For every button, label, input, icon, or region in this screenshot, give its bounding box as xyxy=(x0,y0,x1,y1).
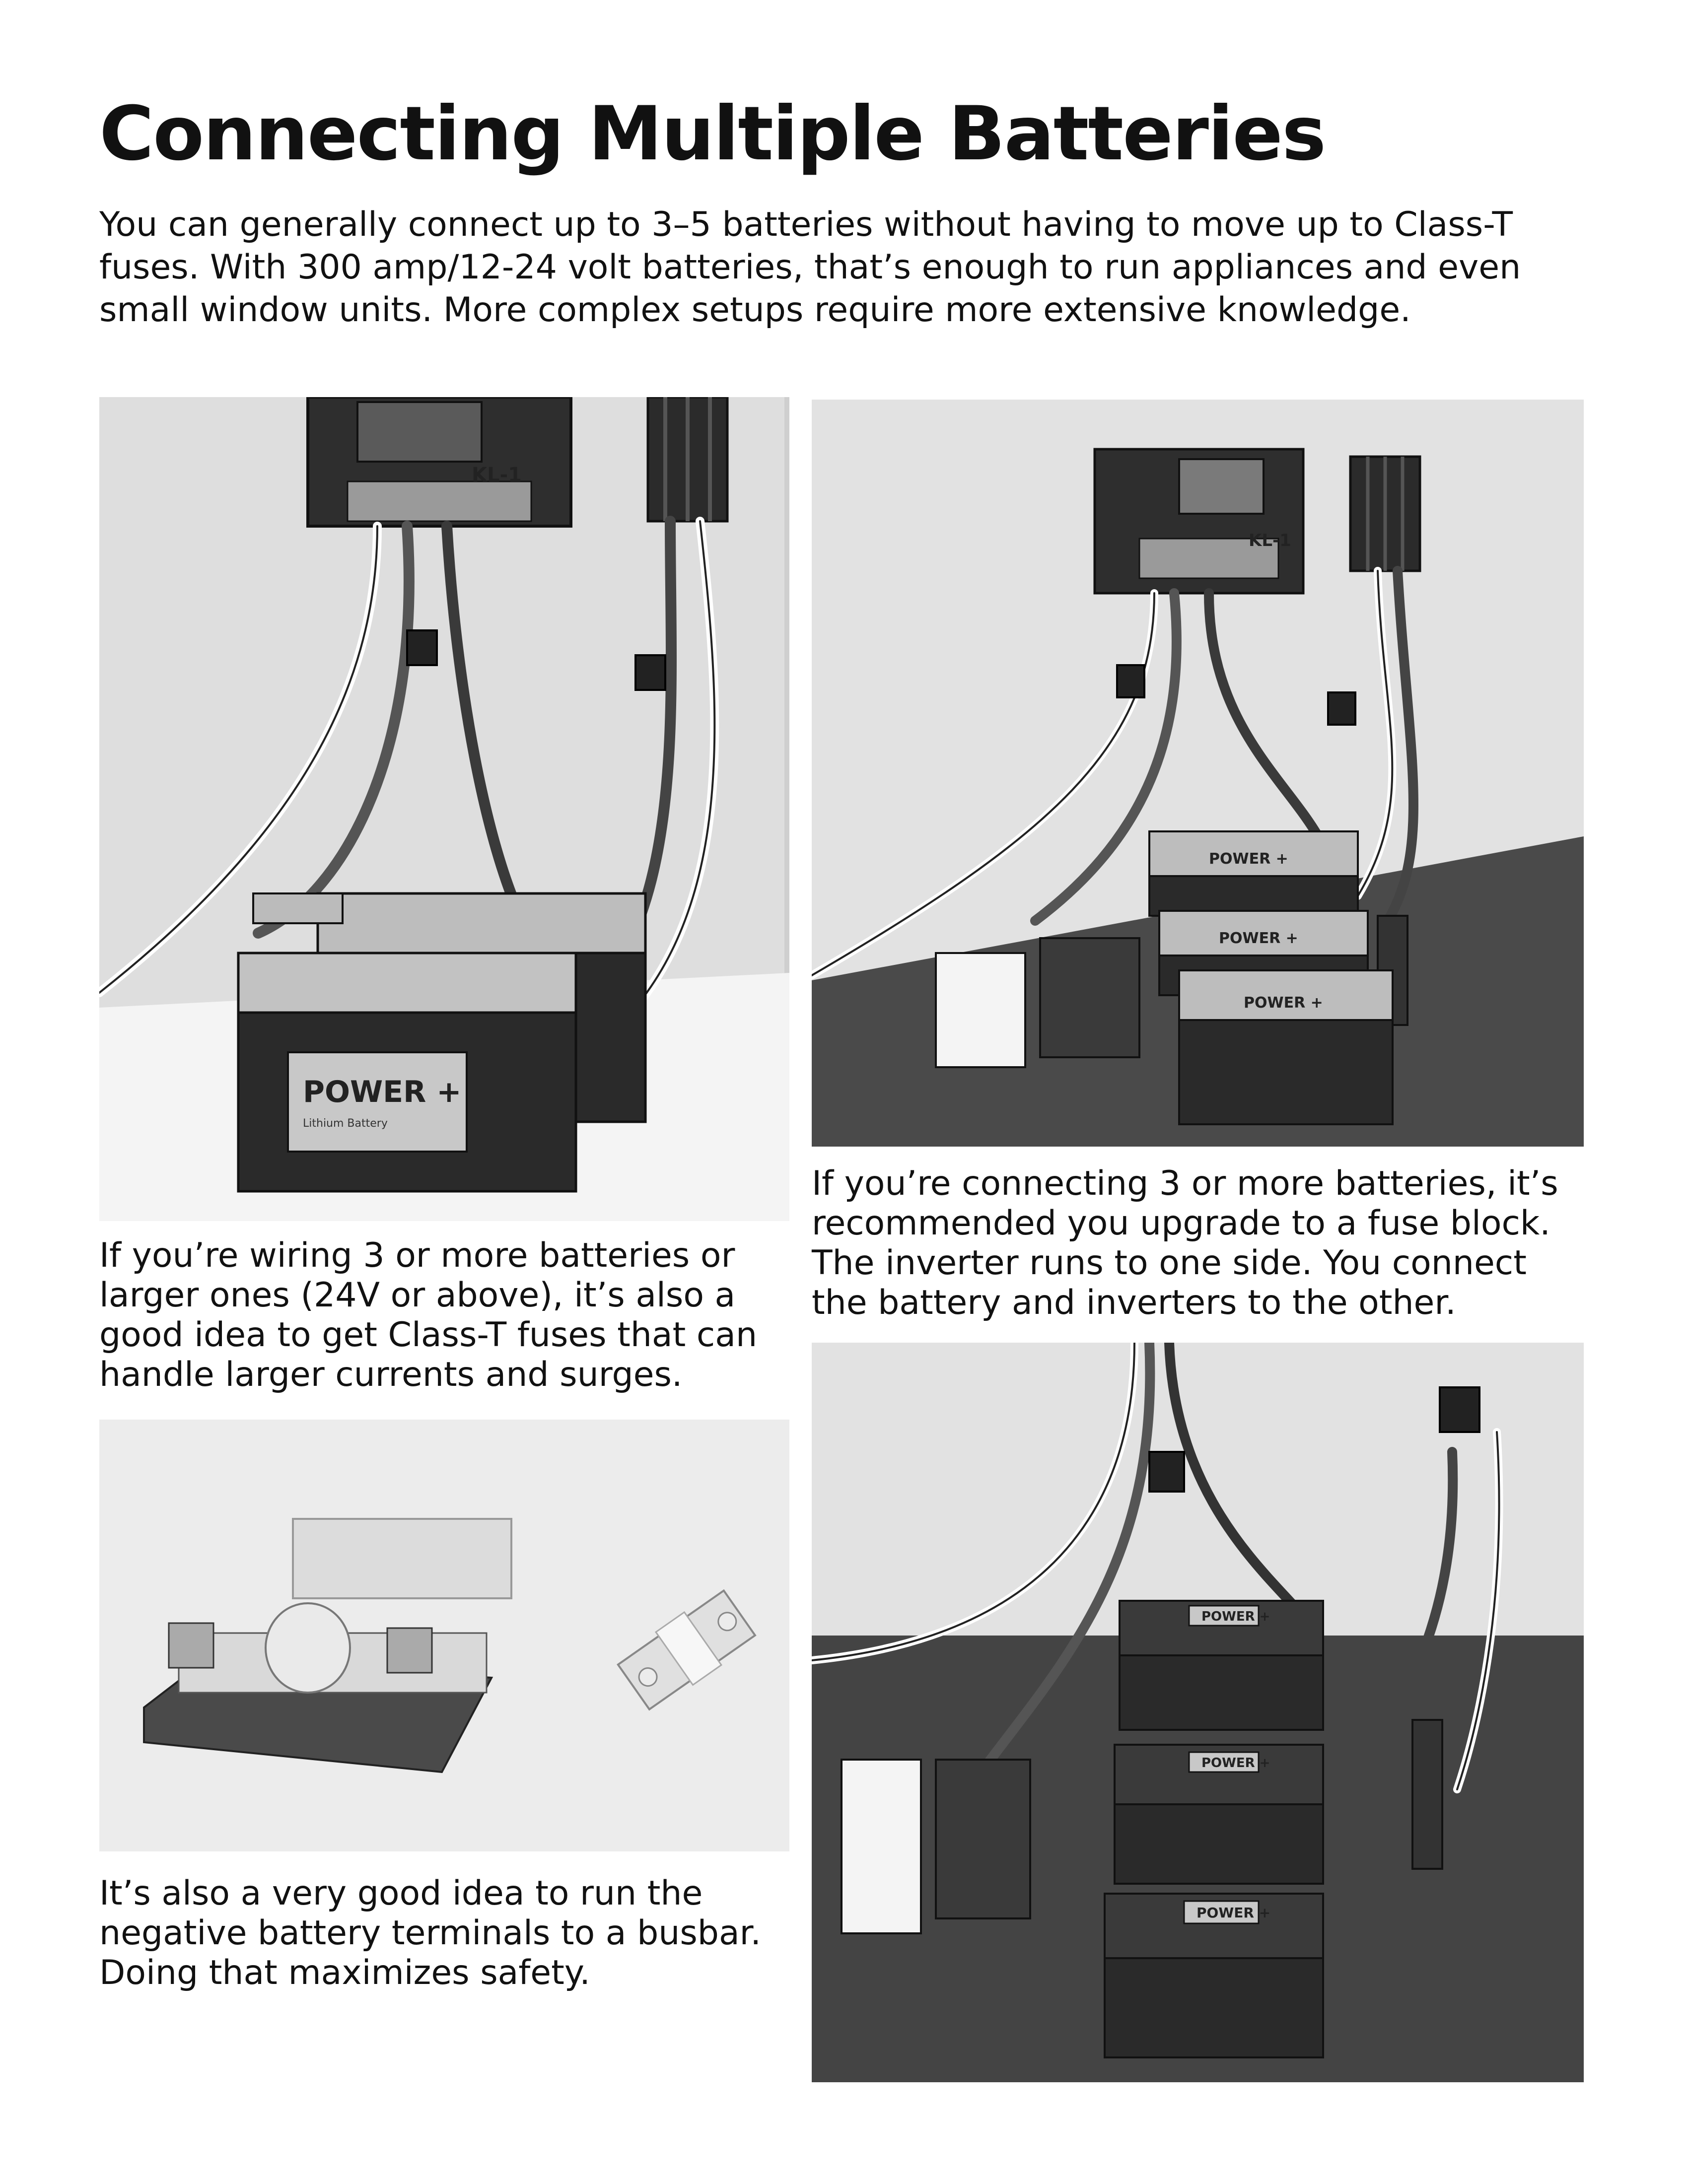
charge-controller-icon xyxy=(1095,449,1303,593)
breaker-icon xyxy=(635,655,665,690)
svg-text:POWER +: POWER + xyxy=(1244,994,1323,1012)
charge-controller-icon xyxy=(308,397,571,526)
busbar-icon xyxy=(1412,1720,1442,1869)
inverter-unit-icon xyxy=(842,1760,921,1933)
illustration-two-batteries xyxy=(99,397,789,1221)
svg-text:POWER +: POWER + xyxy=(1201,1609,1270,1624)
illustration-busbar xyxy=(812,1343,1584,2082)
caption-class-t: If you’re wiring 3 or more batteries or larger ones (24V or above), it’s also a good idea to get Class-T fuses that can handle larger currents and surges. xyxy=(99,1236,758,1394)
svg-text:POWER +: POWER + xyxy=(1219,930,1298,947)
breaker-icon xyxy=(1117,665,1144,697)
battery-icon xyxy=(1105,1894,1323,2057)
svg-text:KL-1: KL-1 xyxy=(1249,531,1291,550)
breaker-icon xyxy=(1149,1452,1184,1492)
page-title: Connecting Multiple Batteries xyxy=(99,91,1326,177)
inverter-icon xyxy=(648,397,727,521)
svg-text:KL-1: KL-1 xyxy=(472,464,522,486)
caption-fuse-block: If you’re connecting 3 or more batteries, it’s recommended you upgrade to a fuse block. The inverter runs to one side. You connect the battery and inverters to the other. xyxy=(812,1164,1558,1322)
inverter-icon xyxy=(1350,457,1420,571)
fuse-block-icon xyxy=(936,1760,1030,1918)
battery-icon xyxy=(1115,1745,1323,1884)
svg-text:POWER +: POWER + xyxy=(303,1075,462,1109)
fuse-holder-icon xyxy=(253,893,343,923)
svg-text:POWER +: POWER + xyxy=(1209,850,1288,868)
battery-icon xyxy=(1149,831,1358,916)
battery-icon xyxy=(238,953,576,1191)
fuse-block-icon xyxy=(1040,938,1139,1057)
caption-busbar: It’s also a very good idea to run the negative battery terminals to a busbar. Doing that maximizes safety. xyxy=(99,1874,761,1992)
svg-text:POWER +: POWER + xyxy=(1201,1756,1270,1771)
inverter-unit-icon xyxy=(936,953,1025,1067)
svg-text:POWER +: POWER + xyxy=(1196,1905,1271,1921)
battery-icon xyxy=(1179,970,1393,1124)
breaker-icon xyxy=(1328,692,1355,725)
fuse-cover-icon xyxy=(293,1519,511,1598)
battery-icon xyxy=(1120,1601,1323,1730)
illustration-fuse-block xyxy=(812,400,1584,1147)
illustration-class-t-fuse xyxy=(99,1420,789,1851)
svg-text:Lithium Battery: Lithium Battery xyxy=(303,1117,388,1130)
breaker-icon xyxy=(407,630,437,665)
breaker-icon xyxy=(1440,1387,1479,1432)
intro-paragraph: You can generally connect up to 3–5 batteries without having to move up to Class-T fuses. With 300 amp/12-24 volt batteries, that’s enough to run appliances and even small window units. More complex setups require more extensive knowledge. xyxy=(99,205,1521,330)
